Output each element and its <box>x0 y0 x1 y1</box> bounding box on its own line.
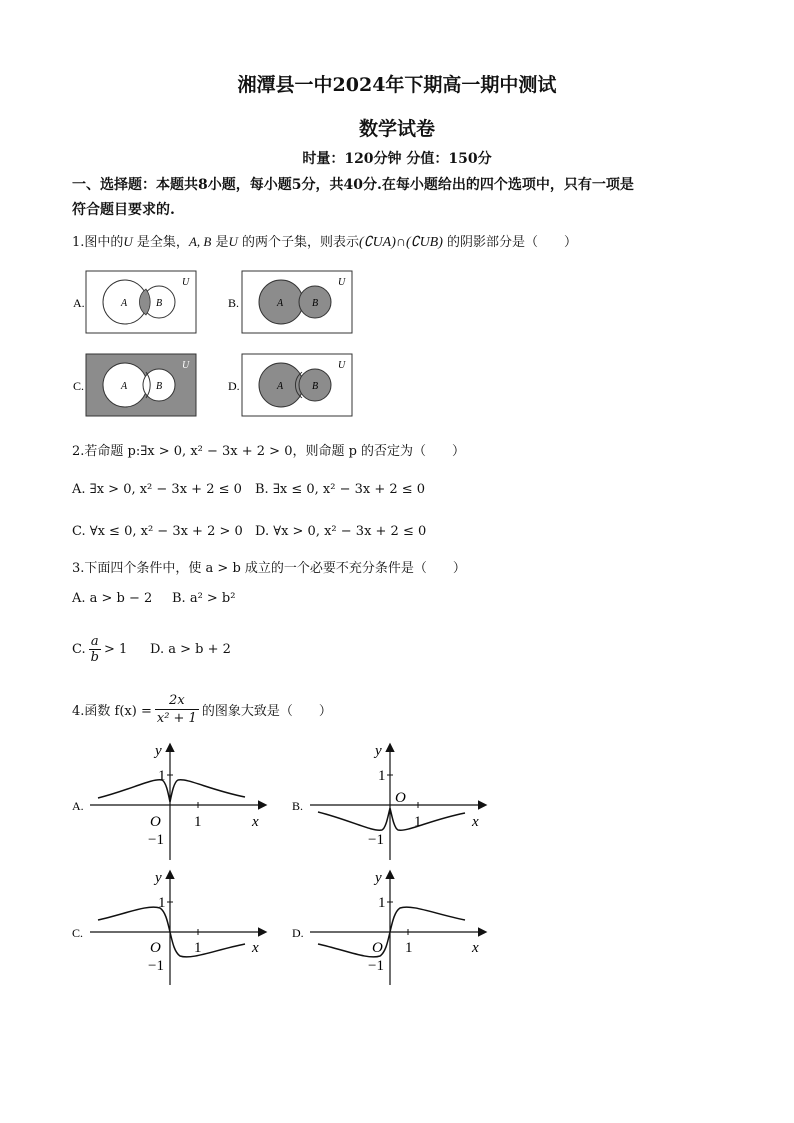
q3-option-c-numerator: a <box>90 634 99 649</box>
graph-c-x-label: x <box>252 940 259 956</box>
q2-option-b: B. ∃x ≤ 0, x² − 3x + 2 ≤ 0 <box>255 482 426 497</box>
graph-b-x-label: x <box>472 814 479 830</box>
graph-option-b <box>292 743 485 860</box>
graph-a-one: 1 <box>194 814 202 830</box>
graph-option-c <box>72 870 265 985</box>
graph-a-y-one: 1 <box>158 768 166 784</box>
graph-d-origin: O <box>372 940 383 956</box>
graph-d-y-label: y <box>375 870 382 886</box>
graph-d-y-neg: −1 <box>368 958 384 974</box>
q4-prefix: 4.函数 f(x) = <box>72 704 152 719</box>
venn-option-d <box>228 354 352 416</box>
time-info: 时量：120分钟 分值：150分 <box>302 151 492 167</box>
q1-prefix: 1.图中的 <box>72 235 124 250</box>
q4-fraction <box>155 692 199 727</box>
q3-option-a: A. a > b − 2 <box>72 591 153 606</box>
graph-b-y-label: y <box>375 743 382 759</box>
venn-option-a <box>73 271 196 333</box>
exam-subtitle: 数学试卷 <box>358 118 435 140</box>
venn-b-label: B. <box>228 296 240 310</box>
graph-c-origin: O <box>150 940 161 956</box>
graph-c-label: C. <box>72 926 84 940</box>
function-graphs <box>60 740 500 990</box>
q3-option-c-label: C. <box>72 642 86 657</box>
graph-d-y-one: 1 <box>378 895 386 911</box>
q4-suffix: 的图象大致是（ ） <box>201 704 332 719</box>
question-2-stem: 2.若命题 p:∃x > 0, x² − 3x + 2 > 0，则命题 p 的否定为（ ） <box>72 444 466 459</box>
graph-d-x-label: x <box>472 940 479 956</box>
graph-d-label: D. <box>292 926 304 940</box>
venn-b-set-b: B <box>312 298 319 309</box>
venn-c-label: C. <box>73 379 85 393</box>
q1-mid3: 的两个子集，则表示 <box>237 235 359 250</box>
venn-c-u: U <box>182 360 190 371</box>
venn-diagrams <box>70 265 370 425</box>
q3-option-c-rest: > 1 <box>103 642 128 657</box>
venn-c-set-b: B <box>156 381 163 392</box>
graph-b-label: B. <box>292 799 304 813</box>
q3-option-c <box>72 634 127 665</box>
graph-a-y-label: y <box>155 743 162 759</box>
venn-d-set-a: A <box>277 381 284 392</box>
q1-ab: A, B <box>188 234 212 249</box>
q1-u2: U <box>228 234 238 249</box>
graph-b-origin: O <box>395 790 406 806</box>
venn-option-b <box>228 271 352 333</box>
exam-title: 湘潭县一中2024年下期高一期中测试 <box>237 74 557 96</box>
graph-a-x-label: x <box>252 814 259 830</box>
venn-a-set-a: A <box>121 298 128 309</box>
q3-option-c-denominator: b <box>90 650 99 665</box>
graph-b-curve <box>318 808 465 830</box>
q3-option-d: D. a > b + 2 <box>150 642 231 657</box>
section-heading-line1: 一、选择题：本题共8小题，每小题5分，共40分.在每小题给出的四个选项中，只有一项是 <box>72 177 634 193</box>
venn-d-label: D. <box>228 379 240 393</box>
q4-numerator: 2x <box>169 693 185 708</box>
graph-a-y-neg: −1 <box>148 832 164 848</box>
question-3-stem: 3.下面四个条件中，使 a > b 成立的一个必要不充分条件是（ ） <box>72 561 466 576</box>
question-4-stem <box>72 692 332 727</box>
venn-d-set-b: B <box>312 381 319 392</box>
venn-b-set-a: A <box>277 298 284 309</box>
q1-mid1: 是全集， <box>132 235 189 250</box>
venn-a-u: U <box>182 277 190 288</box>
q1-suffix: 的阴影部分是（ ） <box>442 235 578 250</box>
graph-b-y-one: 1 <box>378 768 386 784</box>
q3-option-c-fraction <box>89 634 101 665</box>
graph-c-y-label: y <box>155 870 162 886</box>
graph-a-origin: O <box>150 814 161 830</box>
venn-a-label: A. <box>73 296 85 310</box>
venn-b-u: U <box>338 277 346 288</box>
venn-a-set-b: B <box>156 298 163 309</box>
graph-option-a <box>72 743 265 860</box>
graph-d-one: 1 <box>405 940 413 956</box>
q1-expression: (∁UA)∩(∁UB) <box>359 235 443 250</box>
question-1-stem <box>72 231 577 251</box>
graph-c-y-neg: −1 <box>148 958 164 974</box>
q2-option-a: A. ∃x > 0, x² − 3x + 2 ≤ 0 <box>72 482 242 497</box>
graph-c-y-one: 1 <box>158 895 166 911</box>
venn-d-u: U <box>338 360 346 371</box>
venn-option-c <box>73 354 196 416</box>
q2-option-c: C. ∀x ≤ 0, x² − 3x + 2 > 0 <box>72 524 243 539</box>
graph-a-curve <box>98 780 245 802</box>
q1-mid2: 是 <box>211 235 229 250</box>
q4-denominator: x² + 1 <box>156 711 197 726</box>
q3-option-b: B. a² > b² <box>172 591 236 606</box>
graph-option-d <box>292 870 485 985</box>
q2-option-d: D. ∀x > 0, x² − 3x + 2 ≤ 0 <box>255 524 427 539</box>
graph-a-label: A. <box>72 799 84 813</box>
graph-c-one: 1 <box>194 940 202 956</box>
graph-b-y-neg: −1 <box>368 832 384 848</box>
q1-u: U <box>123 234 133 249</box>
venn-c-set-a: A <box>121 381 128 392</box>
graph-b-one: 1 <box>414 814 422 830</box>
section-heading-line2: 符合题目要求的. <box>72 202 175 218</box>
